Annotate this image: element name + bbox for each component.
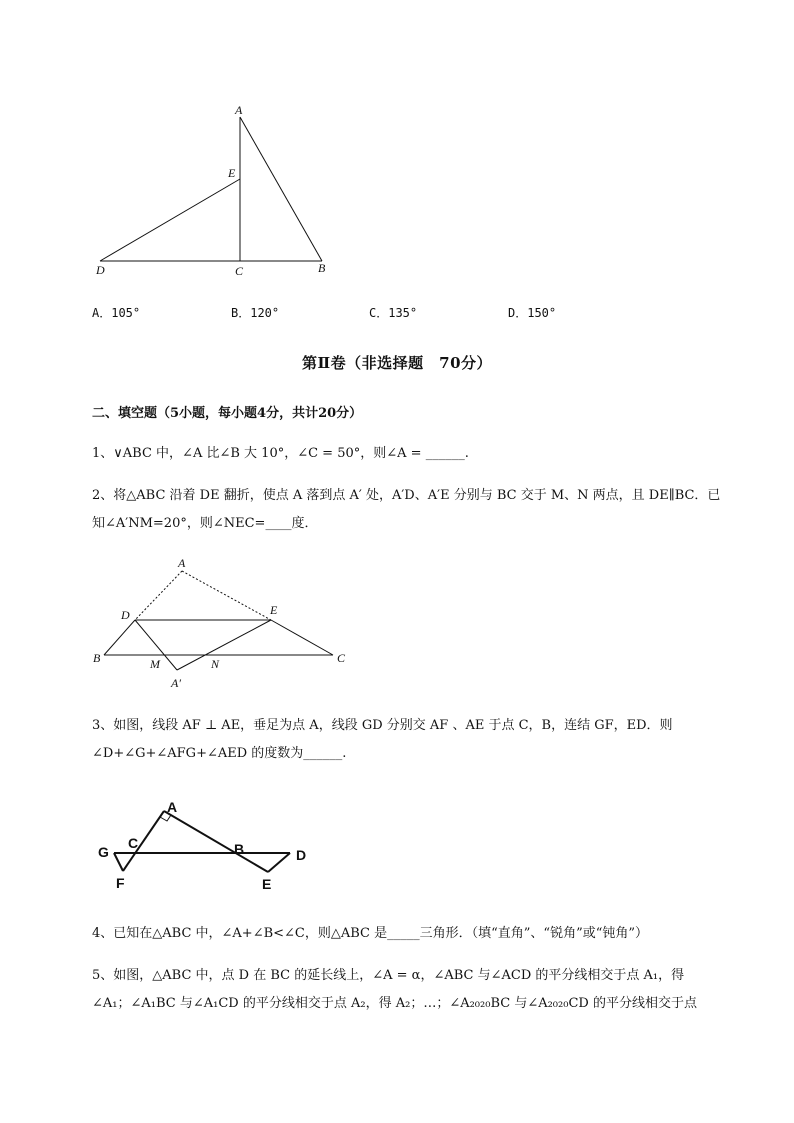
question-3 [92,712,742,768]
label-c: C [337,651,346,665]
question-2-line2: 知∠A′NM=20°，则∠NEC=____度． [92,516,318,531]
question-2-line1: 2、将△ABC 沿着 DE 翻折，使点 A 落到点 A′ 处，A′D、A′E 分别与 BC 交于 M、N 两点，且 DE∥BC．已 [92,488,721,503]
segment-ec [271,620,333,655]
label-c: C [128,835,139,851]
label-e: E [270,603,278,617]
label-a: A [235,103,243,117]
question-2 [92,482,742,538]
label-d: D [121,608,130,622]
question-1-text: 1、∨ABC 中，∠A 比∠B 大 10°，∠C = 50°，则∠A = ______. [92,446,469,461]
segment-ae [164,811,268,872]
question-5-line2: ∠A₁；∠A₁BC 与∠A₁CD 的平分线相交于点 A₂，得 A₂；…；∠A₂₀₂₀BC 与∠A₂₀₂₀CD 的平分线相交于点 [92,996,697,1011]
label-e: E [262,876,272,892]
question-1 [92,440,742,468]
label-e: E [228,166,236,180]
choice-a[interactable]: A．105° [92,306,141,320]
segment-de [100,179,240,261]
question-5 [92,962,742,1018]
segment-bd [104,620,135,655]
label-aprime: A′ [171,676,181,690]
segment-ae-dotted [182,571,271,620]
question-5-line1: 5、如图，△ABC 中，点 D 在 BC 的延长线上，∠A = α，∠ABC 与∠ACD 的平分线相交于点 A₁，得 [92,968,685,983]
question-3-line2: ∠D+∠G+∠AFG+∠AED 的度数为______. [92,746,347,761]
label-b: B [234,841,245,857]
segment-gf [114,853,123,871]
label-b: B [93,651,101,665]
question-4 [92,920,742,948]
label-f: F [116,875,125,891]
segment-ad-dotted [135,571,182,620]
segment-e-aprime [177,620,271,670]
label-b: B [318,261,326,275]
choice-c[interactable]: C．135° [369,306,418,320]
segment-ab [240,117,322,261]
section-title: 第Ⅱ卷（非选择题 70分） [301,354,493,372]
label-c: C [235,264,244,278]
segment-ed [268,853,290,872]
choice-b[interactable]: B．120° [231,306,280,320]
label-d: D [296,847,307,863]
label-d: D [96,263,105,277]
label-a: A [178,556,186,570]
fill-in-header: 二、填空题（5小题，每小题4分，共计20分） [92,406,363,421]
answer-choices [92,304,652,322]
label-g: G [98,844,109,860]
choice-d[interactable]: D．150° [508,306,557,320]
question-3-line1: 3、如图，线段 AF ⊥ AE，垂足为点 A，线段 GD 分别交 AF 、AE 于点 C，B，连结 GF，ED．则 [92,718,673,733]
label-n: N [211,657,220,671]
figure-fold-triangle [85,550,365,695]
figure-crossing-triangles [90,785,330,900]
figure-triangle-ade [80,95,340,285]
label-a: A [167,799,178,815]
question-4-text: 4、已知在△ABC 中，∠A+∠B<∠C，则△ABC 是_____三角形．（填“直角”、“锐角”或“钝角”） [92,926,649,941]
label-m: M [150,657,160,671]
